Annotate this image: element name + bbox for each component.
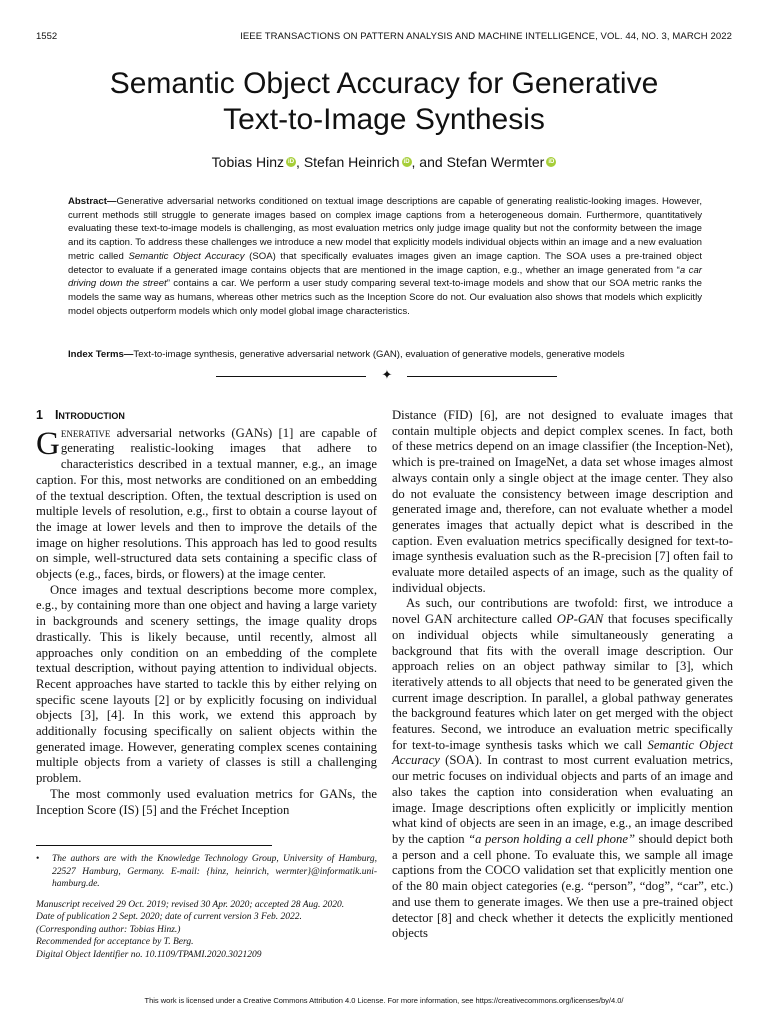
model-name: OP-GAN	[556, 612, 604, 627]
divider-line	[216, 376, 366, 377]
page-number: 1552	[36, 31, 58, 42]
paragraph: Distance (FID) [6], are not designed to evaluate images that contain multiple objects and depict complex scenes. In fact, both of these metrics depend on an image classifier (the Inception-Net), which is pre-trained on ImageNet, a data set whose images almost always contain only a single object at the image center. They also do not evaluate the consistency between image description and generated image and, therefore, can not evaluate whether a model generates images that actually depict what is described in the caption. Even evaluation metrics specifically designed for text-to-image synthesis evaluation such as the R-precision [7] often fail to evaluate more detailed aspects of an image, such as the quality of individual objects.	[392, 408, 733, 595]
section-title: Introduction	[54, 408, 125, 422]
title-line-1: Semantic Object Accuracy for Generative	[109, 67, 659, 100]
abstract-label: Abstract—	[68, 196, 117, 207]
drop-cap: G	[36, 425, 60, 462]
orcid-icon[interactable]: iD	[403, 159, 410, 165]
abstract-example: a car driving down the street	[68, 264, 702, 290]
paragraph-text: that focuses specifically on individual objects while simultaneously generating a background that fits with the overall image description. Our approach relies on an object pathway similar to [3], which iteratively attends to all objects that need to be generated given the current image description. In parallel, a global pathway generates the background features which later on get merged with the object features. Second, we introduce an evaluation metric specifically for text-to-image synthesis tasks which we call	[392, 612, 733, 752]
orcid-icon[interactable]: iD	[288, 159, 295, 165]
abstract-text: ” contains a car. We perform a user study comparing several text-to-image models and show that our SOA metric ranks the models the same way as humans, whereas other metrics such as the Inception Score do not. Our evaluation also shows that models which explicitly model objects outperform models which only model global image characteristics.	[68, 278, 702, 317]
divider-line	[407, 376, 557, 377]
paragraph-text: (SOA). In contrast to most current evaluation metrics, our metric focuses on individual objects and parts of an image and also takes the caption into consideration when evaluating an image. Image descriptions often explicitly or implicitly mention what kind of objects are seen in an image, e.g., an image described by the caption	[392, 753, 733, 846]
paragraph-text: should depict both a person and a cell phone. To evaluate this, we sample all image captions from the COCO validation set that explicitly mention one of the 80 main object categories (e.g. “person”, “dog”, “car”, etc.) and use them to generate images. We then use a pre-trained object detector [8] and check whether it detects the explicitly mentioned objects	[392, 831, 733, 941]
footnote	[36, 853, 377, 961]
footnote-affiliation: The authors are with the Knowledge Technology Group, University of Hamburg, 22527 Hamburg, Germany. E-mail: {hinz, heinrich, wermter}@informatik.uni-hamburg.de.	[52, 854, 377, 889]
paragraph: The most commonly used evaluation metrics for GANs, the Inception Score (IS) [5] and the Fréchet Inception	[36, 786, 377, 817]
license-notice: This work is licensed under a Creative Commons Attribution 4.0 License. For more information, see https://creativecommons.org/licenses/by/4.0/	[144, 996, 624, 1005]
author-name: Stefan Heinrich	[303, 154, 400, 170]
paragraph-text: As such, our contributions are twofold: first, we introduce a novel GAN architecture called	[392, 596, 733, 627]
author-name: Stefan Wermter	[446, 154, 545, 170]
index-terms-text: Text-to-image synthesis, generative adversarial network (GAN), evaluation of generative models, generative models	[133, 349, 625, 360]
footnote-rule	[36, 845, 272, 846]
example-caption: “a person holding a cell phone”	[468, 831, 636, 846]
doi: Digital Object Identifier no. 10.1109/TPAMI.2020.3021209	[36, 949, 262, 960]
lead-in-word: enerative	[60, 425, 111, 440]
footnote-bullet: •	[36, 854, 40, 864]
publication-dates: Date of publication 2 Sept. 2020; date of current version 3 Feb. 2022.	[36, 912, 302, 922]
recommended-by: Recommended for acceptance by T. Berg.	[36, 937, 194, 947]
title-line-2: Text-to-Image Synthesis	[223, 103, 545, 136]
abstract	[68, 195, 702, 318]
paragraph-text: adversarial networks (GANs) [1] are capable of generating realistic-looking images that adhere to characteristics described in a textual manner, e.g., an image caption. For this, most networks are conditioned on an embedding of the textual description. Often, the textual description is used on multiple levels of resolution, e.g., first to obtain a course layout of the image at lower levels and then to improve the details of the image on higher resolutions. This approach has led to good results on simple, well-structured data sets containing a specific class of objects (e.g., faces, birds, or flowers) at the image center.	[36, 425, 377, 582]
manuscript-dates: Manuscript received 29 Oct. 2019; revised 30 Apr. 2020; accepted 28 Aug. 2020.	[36, 899, 345, 910]
paragraph: Once images and textual descriptions become more complex, e.g., by containing more than one object and having a large variety in backgrounds and scenery settings, the image quality drops drastically. This is likely because, until recently, almost all approaches only condition on an embedding of the complete textual description, without paying attention to individual objects. Recent approaches have started to tackle this by either relying on specific scene layouts [2] or by explicitly focusing on individual objects [3], [4]. In this work, we extend this approach by additionally focusing specifically on salient objects within the generated image. However, generating complex scenes containing multiple objects from a variety of classes is still a challenging problem.	[36, 582, 377, 786]
author-list	[0, 154, 768, 170]
corresponding-author: (Corresponding author: Tobias Hinz.)	[36, 924, 181, 935]
paper-title	[0, 66, 768, 138]
divider-ornament-icon: ✦	[381, 367, 393, 382]
section-heading	[36, 408, 377, 424]
index-terms	[68, 348, 708, 362]
author-separator: ,	[296, 154, 304, 170]
index-terms-label: Index Terms—	[68, 349, 134, 360]
author-name: Tobias Hinz	[211, 154, 285, 170]
paragraph	[36, 426, 377, 583]
section-number: 1	[36, 408, 43, 422]
journal-header: IEEE TRANSACTIONS ON PATTERN ANALYSIS AND MACHINE INTELLIGENCE, VOL. 44, NO. 3, MARCH 2022	[240, 31, 732, 42]
manuscript-info	[36, 899, 377, 962]
author-separator: , and	[411, 154, 447, 170]
right-column	[392, 408, 733, 942]
paragraph	[392, 596, 733, 941]
abstract-text: Generative adversarial networks conditioned on textual image descriptions are capable of generating realistic-looking images. However, current methods still struggle to generate images based on complex image captions from a heterogeneous domain. Furthermore, quantitatively evaluating these text-to-image models is challenging, as most evaluation metrics only judge image quality but not the conformity between the image and its caption. To address these challenges we introduce a new model that explicitly models individual objects within an image and a new evaluation metric called	[68, 196, 702, 262]
orcid-icon[interactable]: iD	[548, 159, 555, 165]
metric-name: Semantic Object Accuracy	[392, 737, 733, 768]
left-column	[36, 408, 377, 818]
abstract-soa-term: Semantic Object Accuracy	[128, 250, 245, 262]
abstract-text: (SOA) that specifically evaluates images given an image caption. The SOA uses a pre-trained object detector to evaluate if a generated image contains objects that are mentioned in the image caption, e.g., whether an image generated from “	[68, 250, 702, 276]
